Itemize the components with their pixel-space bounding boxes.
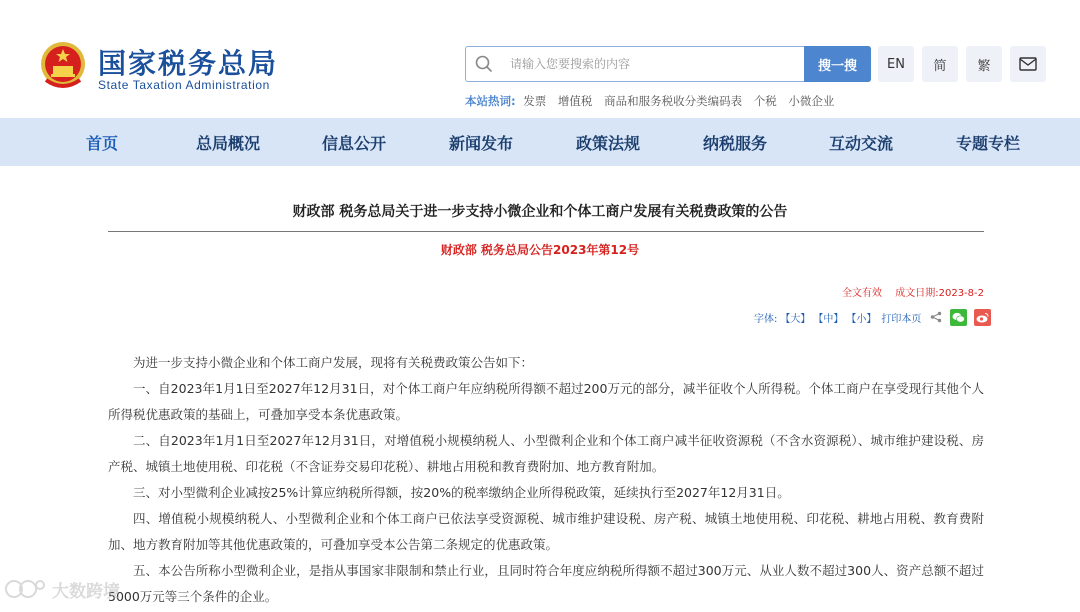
print-button[interactable]: 打印本页 [881,313,922,325]
english-button[interactable]: EN [878,46,914,82]
hot-term-link[interactable]: 个税 [753,94,777,108]
national-emblem-icon[interactable] [38,40,88,92]
title-divider [108,231,984,232]
hot-term-link[interactable]: 发票 [523,94,547,108]
traditional-chinese-button[interactable]: 繁 [966,46,1002,82]
nav-item-overview[interactable]: 总局概况 [196,134,261,153]
font-size-label: 字体: [754,313,778,325]
nav-item-topics[interactable]: 专题专栏 [956,134,1021,153]
hot-terms [465,93,842,109]
article-body [108,350,984,610]
watermark-text: 大数跨境 [52,581,120,602]
article-paragraph: 三、对小型微利企业减按25%计算应纳税所得额，按20%的税率缴纳企业所得税政策，延续执行至2027年12月31日。 [133,485,790,500]
nav-item-disclosure[interactable]: 信息公开 [322,134,387,153]
weibo-share-icon[interactable] [974,309,991,326]
site-logo-en[interactable]: State Taxation Administration [98,78,270,92]
search-icon [475,55,493,73]
site-header [0,0,1080,118]
font-medium-button[interactable]: 【中】 [813,313,844,325]
simplified-chinese-button[interactable]: 简 [922,46,958,82]
hot-term-link[interactable]: 增值税 [557,94,593,108]
article-meta [842,284,984,299]
article-paragraph: 四、增值税小规模纳税人、小型微利企业和个体工商户已依法享受资源税、城市维护建设税、房产税、城镇土地使用税、印花税、耕地占用税、教育费附加、地方教育附加等其他优惠政策的，可叠加享受本公告第二条规定的优惠政策。 [108,511,984,552]
document-number: 财政部 税务总局公告2023年第12号 [440,243,640,257]
watermark [4,576,120,602]
search-box [465,46,871,82]
article-paragraph: 二、自2023年1月1日至2027年12月31日，对增值税小规模纳税人、小型微利企业和个体工商户减半征收资源税（不含水资源税）、城市维护建设税、房产税、城镇土地使用税、印花税（不含证券交易印花税）、耕地占用税和教育费附加、地方教育附加。 [108,433,984,474]
watermark-logo-icon [4,576,48,602]
article-paragraph: 一、自2023年1月1日至2027年12月31日，对个体工商户年应纳税所得额不超过200万元的部分，减半征收个人所得税。个体工商户在享受现行其他个人所得税优惠政策的基础上，可叠加享受本条优惠政策。 [108,381,984,422]
article-paragraph: 五、本公告所称小型微利企业，是指从事国家非限制和禁止行业，且同时符合年度应纳税所得额不超过300万元、从业人数不超过300人、资产总额不超过5000万元等三个条件的企业。 [108,563,984,604]
date-value: 2023-8-2 [938,288,984,299]
search-input[interactable] [510,47,800,81]
nav-item-service[interactable]: 纳税服务 [703,134,768,153]
article-title: 财政部 税务总局关于进一步支持小微企业和个体工商户发展有关税费政策的公告 [292,204,788,220]
date-label: 成文日期: [895,288,939,299]
share-icon[interactable] [930,311,942,323]
nav-item-interaction[interactable]: 互动交流 [829,134,894,153]
site-logo-cn[interactable]: 国家税务总局 [98,47,279,80]
search-button[interactable]: 搜一搜 [804,46,871,82]
wechat-share-icon[interactable] [950,309,967,326]
nav-item-home[interactable]: 首页 [86,134,119,153]
font-small-button[interactable]: 【小】 [846,313,877,325]
validity-status: 全文有效 [842,288,883,299]
article-paragraph: 为进一步支持小微企业和个体工商户发展，现将有关税费政策公告如下： [133,355,534,370]
nav-item-policy[interactable]: 政策法规 [576,134,641,153]
article-tools [754,306,991,328]
nav-item-news[interactable]: 新闻发布 [449,134,514,153]
mail-icon [1019,57,1037,71]
main-nav [0,118,1080,166]
hot-term-link[interactable]: 商品和服务税收分类编码表 [604,94,743,108]
hot-terms-label: 本站热词: [465,94,516,108]
font-large-button[interactable]: 【大】 [780,313,811,325]
mail-button[interactable] [1010,46,1046,82]
hot-term-link[interactable]: 小微企业 [788,94,835,108]
